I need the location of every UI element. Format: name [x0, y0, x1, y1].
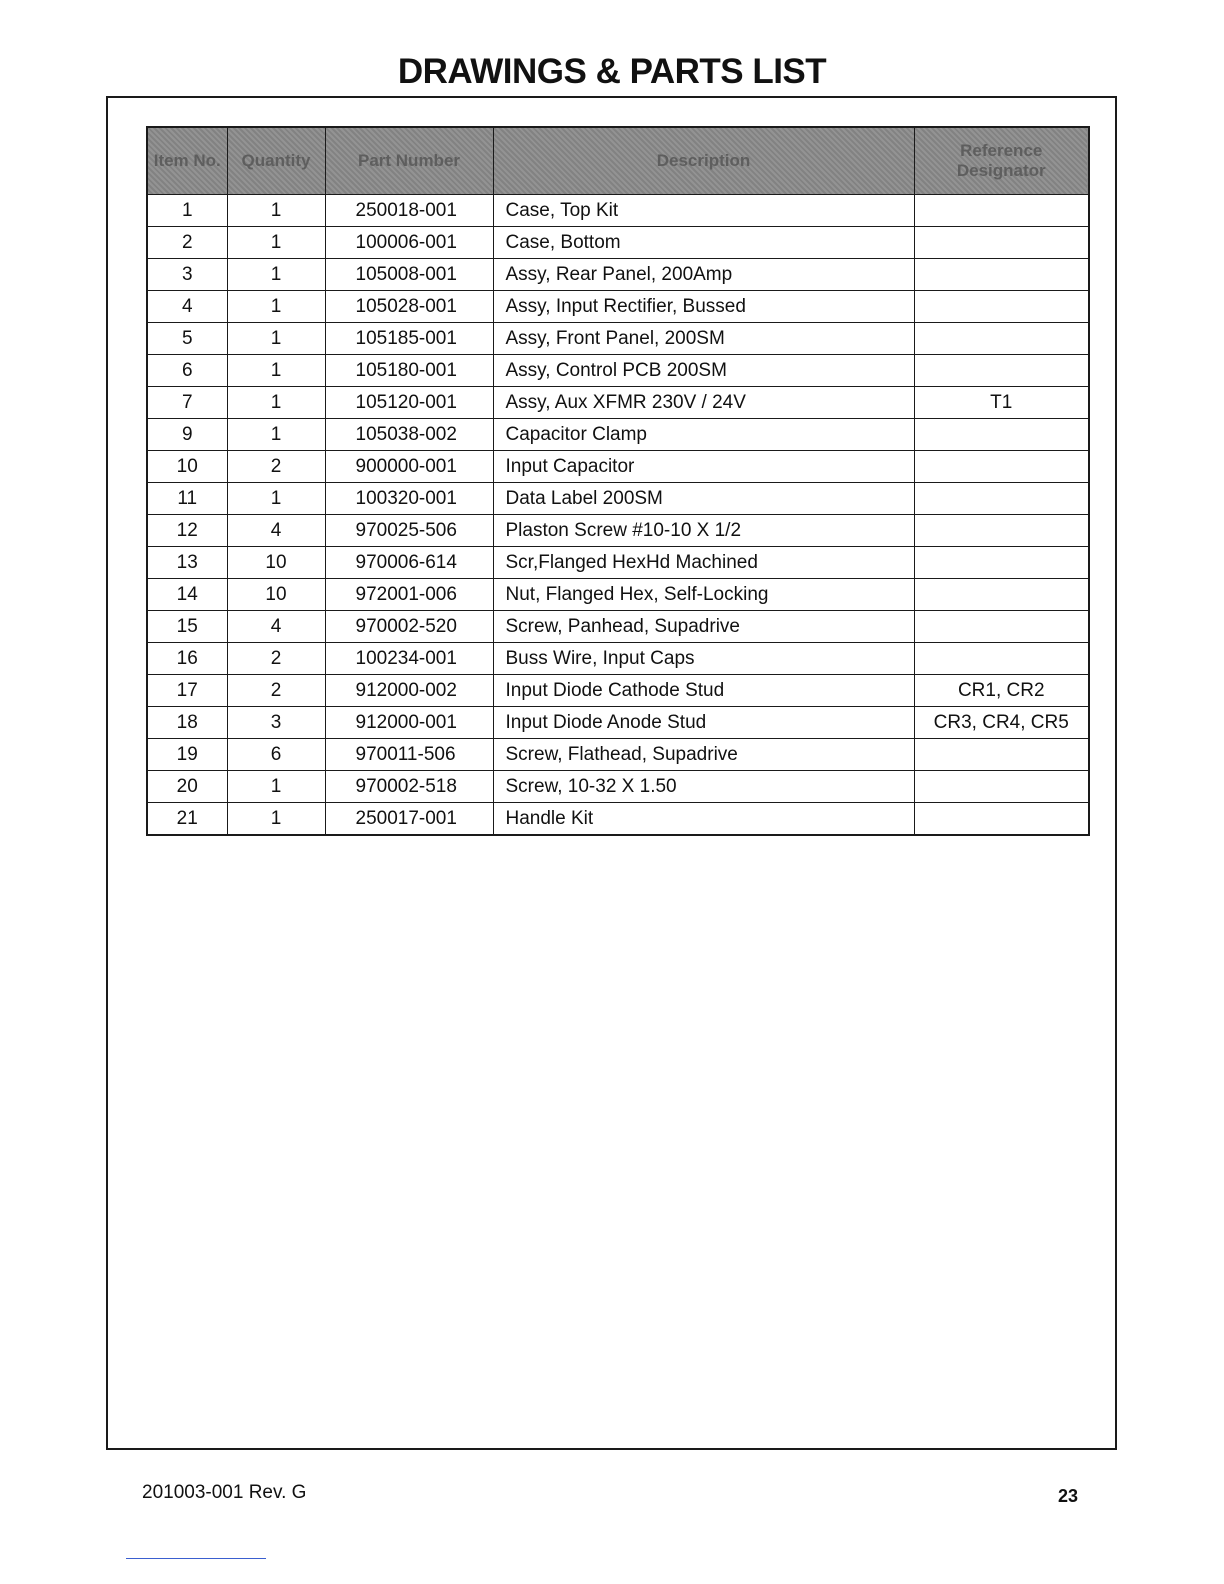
cell-description: Screw, 10-32 X 1.50	[493, 771, 914, 803]
cell-part-number: 912000-002	[325, 675, 493, 707]
table-row	[147, 803, 1089, 836]
cell-part-number: 900000-001	[325, 451, 493, 483]
table-row	[147, 323, 1089, 355]
cell-part-number: 970006-614	[325, 547, 493, 579]
cell-reference-designator	[914, 515, 1089, 547]
cell-description: Screw, Flathead, Supadrive	[493, 739, 914, 771]
cell-item-no: 6	[147, 355, 227, 387]
cell-part-number: 105185-001	[325, 323, 493, 355]
table-row	[147, 643, 1089, 675]
cell-description: Scr,Flanged HexHd Machined	[493, 547, 914, 579]
table-row	[147, 291, 1089, 323]
cell-description: Input Diode Anode Stud	[493, 707, 914, 739]
cell-item-no: 21	[147, 803, 227, 836]
cell-item-no: 4	[147, 291, 227, 323]
cell-quantity: 1	[227, 227, 325, 259]
cell-part-number: 970002-518	[325, 771, 493, 803]
cell-part-number: 250018-001	[325, 195, 493, 227]
cell-quantity: 1	[227, 483, 325, 515]
header-description: Description	[493, 127, 914, 195]
cell-part-number: 105028-001	[325, 291, 493, 323]
cell-description: Case, Bottom	[493, 227, 914, 259]
cell-item-no: 17	[147, 675, 227, 707]
cell-item-no: 10	[147, 451, 227, 483]
cell-part-number: 972001-006	[325, 579, 493, 611]
cell-reference-designator	[914, 227, 1089, 259]
cell-quantity: 1	[227, 771, 325, 803]
bottom-rule	[126, 1558, 266, 1559]
cell-item-no: 15	[147, 611, 227, 643]
cell-reference-designator	[914, 483, 1089, 515]
table-row	[147, 355, 1089, 387]
cell-item-no: 14	[147, 579, 227, 611]
cell-reference-designator	[914, 643, 1089, 675]
cell-item-no: 12	[147, 515, 227, 547]
cell-part-number: 970002-520	[325, 611, 493, 643]
cell-quantity: 6	[227, 739, 325, 771]
cell-part-number: 970025-506	[325, 515, 493, 547]
cell-description: Assy, Rear Panel, 200Amp	[493, 259, 914, 291]
cell-quantity: 3	[227, 707, 325, 739]
cell-reference-designator	[914, 803, 1089, 836]
cell-reference-designator	[914, 419, 1089, 451]
cell-item-no: 5	[147, 323, 227, 355]
cell-description: Plaston Screw #10-10 X 1/2	[493, 515, 914, 547]
cell-item-no: 16	[147, 643, 227, 675]
cell-part-number: 100320-001	[325, 483, 493, 515]
cell-description: Screw, Panhead, Supadrive	[493, 611, 914, 643]
header-item-no: Item No.	[147, 127, 227, 195]
cell-reference-designator	[914, 611, 1089, 643]
cell-part-number: 100006-001	[325, 227, 493, 259]
cell-reference-designator: CR3, CR4, CR5	[914, 707, 1089, 739]
cell-quantity: 4	[227, 515, 325, 547]
cell-quantity: 2	[227, 675, 325, 707]
cell-reference-designator	[914, 771, 1089, 803]
parts-list-table	[146, 126, 1090, 836]
cell-quantity: 1	[227, 291, 325, 323]
page-title: DRAWINGS & PARTS LIST	[397, 52, 827, 91]
cell-description: Case, Top Kit	[493, 195, 914, 227]
cell-part-number: 100234-001	[325, 643, 493, 675]
header-quantity: Quantity	[227, 127, 325, 195]
cell-description: Handle Kit	[493, 803, 914, 836]
table-row	[147, 739, 1089, 771]
cell-item-no: 18	[147, 707, 227, 739]
table-row	[147, 483, 1089, 515]
cell-part-number: 105038-002	[325, 419, 493, 451]
cell-quantity: 1	[227, 195, 325, 227]
cell-item-no: 20	[147, 771, 227, 803]
cell-description: Capacitor Clamp	[493, 419, 914, 451]
table-row	[147, 547, 1089, 579]
cell-item-no: 19	[147, 739, 227, 771]
table-row	[147, 707, 1089, 739]
cell-description: Assy, Control PCB 200SM	[493, 355, 914, 387]
table-row	[147, 259, 1089, 291]
cell-quantity: 1	[227, 387, 325, 419]
cell-reference-designator: CR1, CR2	[914, 675, 1089, 707]
cell-reference-designator: T1	[914, 387, 1089, 419]
cell-description: Nut, Flanged Hex, Self-Locking	[493, 579, 914, 611]
cell-reference-designator	[914, 547, 1089, 579]
cell-description: Assy, Front Panel, 200SM	[493, 323, 914, 355]
cell-quantity: 1	[227, 323, 325, 355]
cell-item-no: 11	[147, 483, 227, 515]
cell-reference-designator	[914, 195, 1089, 227]
cell-description: Assy, Aux XFMR 230V / 24V	[493, 387, 914, 419]
cell-part-number: 105180-001	[325, 355, 493, 387]
cell-part-number: 105008-001	[325, 259, 493, 291]
cell-reference-designator	[914, 451, 1089, 483]
cell-part-number: 250017-001	[325, 803, 493, 836]
cell-item-no: 1	[147, 195, 227, 227]
cell-description: Data Label 200SM	[493, 483, 914, 515]
header-reference-designator: Reference Designator	[914, 127, 1089, 195]
cell-quantity: 10	[227, 579, 325, 611]
cell-quantity: 1	[227, 419, 325, 451]
cell-quantity: 2	[227, 643, 325, 675]
cell-description: Buss Wire, Input Caps	[493, 643, 914, 675]
cell-reference-designator	[914, 579, 1089, 611]
table-row	[147, 771, 1089, 803]
cell-reference-designator	[914, 291, 1089, 323]
cell-item-no: 3	[147, 259, 227, 291]
cell-reference-designator	[914, 739, 1089, 771]
cell-quantity: 1	[227, 803, 325, 836]
cell-item-no: 7	[147, 387, 227, 419]
cell-item-no: 9	[147, 419, 227, 451]
table-row	[147, 675, 1089, 707]
table-row	[147, 579, 1089, 611]
table-row	[147, 451, 1089, 483]
page-number: 23	[1058, 1486, 1079, 1506]
cell-quantity: 2	[227, 451, 325, 483]
cell-part-number: 105120-001	[325, 387, 493, 419]
cell-description: Assy, Input Rectifier, Bussed	[493, 291, 914, 323]
table-header-row	[147, 127, 1089, 195]
cell-reference-designator	[914, 323, 1089, 355]
cell-description: Input Capacitor	[493, 451, 914, 483]
cell-quantity: 4	[227, 611, 325, 643]
parts-table-body	[147, 195, 1089, 836]
cell-part-number: 970011-506	[325, 739, 493, 771]
cell-quantity: 1	[227, 355, 325, 387]
table-row	[147, 387, 1089, 419]
table-row	[147, 611, 1089, 643]
table-row	[147, 227, 1089, 259]
cell-reference-designator	[914, 355, 1089, 387]
header-part-number: Part Number	[325, 127, 493, 195]
cell-quantity: 10	[227, 547, 325, 579]
cell-part-number: 912000-001	[325, 707, 493, 739]
table-row	[147, 195, 1089, 227]
cell-item-no: 2	[147, 227, 227, 259]
table-row	[147, 419, 1089, 451]
cell-quantity: 1	[227, 259, 325, 291]
document-number: 201003-001 Rev. G	[142, 1482, 307, 1503]
cell-reference-designator	[914, 259, 1089, 291]
table-row	[147, 515, 1089, 547]
cell-item-no: 13	[147, 547, 227, 579]
cell-description: Input Diode Cathode Stud	[493, 675, 914, 707]
